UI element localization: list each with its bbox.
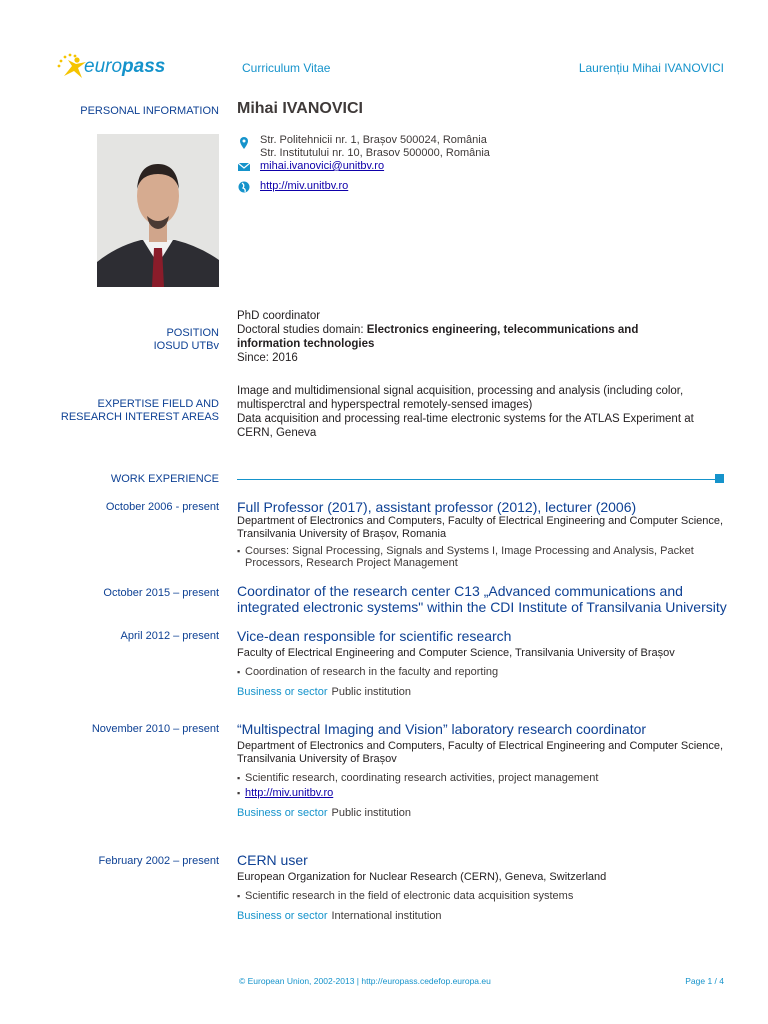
footer-copyright: © European Union, 2002-2013 | http://europass.cedefop.europa.eu [239,976,491,986]
business-sector-key: Business or sector [237,807,328,819]
work-date: October 2015 – present [103,587,219,599]
work-title: “Multispectral Imaging and Vision” laboratory research coordinator [237,721,647,737]
work-title-line: Coordinator of the research center C13 „Advanced communications and [237,583,683,599]
expertise-label-line-1: EXPERTISE FIELD AND [97,398,219,410]
work-title: CERN user [237,852,308,868]
section-divider-square [715,474,724,483]
personal-info-label: PERSONAL INFORMATION [80,105,219,117]
business-sector-value: International institution [331,910,442,922]
position-label [154,327,219,353]
doctoral-domain-value-2: information technologies [237,338,375,350]
expertise-label-line-2: RESEARCH INTEREST AREAS [60,411,219,423]
work-org: Department of Electronics and Computers, Faculty of Electrical Engineering and Computer Science, [237,740,724,752]
work-entry-5 [237,852,727,923]
business-sector [237,910,727,923]
email-envelope-icon [237,161,251,173]
section-divider-line [237,479,715,480]
business-sector-value: Public institution [331,686,411,698]
address-line-2: Str. Institutului nr. 10, Brasov 500000, România [260,147,490,159]
work-bullet [237,545,727,569]
work-org: Transilvania University of Brașov, Romania [237,528,447,540]
header-person-name: Laurențiu Mihai IVANOVICI [578,61,724,75]
work-date: February 2002 – present [98,855,219,867]
expertise-line: multisperctral and hyperspectral remotely-sensed images) [237,399,533,411]
work-entry-4 [237,721,727,820]
position-label-line-2: IOSUD UTBv [153,340,219,352]
work-entry-2 [237,583,727,615]
expertise-line: CERN, Geneva [237,427,317,439]
profile-photo [97,134,219,287]
website-globe-icon [237,180,251,194]
position-block [237,309,727,365]
position-since: Since: 2016 [237,352,298,364]
lab-website-link[interactable]: http://miv.unitbv.ro [245,787,334,799]
doctoral-domain-prefix: Doctoral studies domain: [237,324,367,336]
business-sector-key: Business or sector [237,910,328,922]
expertise-line: Data acquisition and processing real-time electronic systems for the ATLAS Experiment at [237,413,694,425]
footer-page-number: Page 1 / 4 [685,976,724,986]
work-org: Department of Electronics and Computers, Faculty of Electrical Engineering and Computer Science, [237,515,724,527]
business-sector-value: Public institution [331,807,411,819]
email-link[interactable]: mihai.ivanovici@unitbv.ro [260,160,385,172]
work-date: April 2012 – present [120,630,219,642]
doctoral-domain [237,323,727,337]
work-bullet-line: Processors, Research Project Management [245,557,458,569]
expertise-block [237,384,727,440]
business-sector [237,686,727,699]
work-title: Vice-dean responsible for scientific research [237,628,512,644]
expertise-line: Image and multidimensional signal acquisition, processing and analysis (including color, [237,385,684,397]
work-org: Transilvania University of Brașov [237,753,397,765]
work-title-line: integrated electronic systems" within the CDI Institute of Transilvania University [237,599,727,615]
work-date: November 2010 – present [91,723,219,735]
work-date: October 2006 - present [105,501,219,513]
work-bullet: ▪ Scientific research in the field of electronic data acquisition systems [237,890,727,902]
work-bullet: ▪ Scientific research, coordinating research activities, project management [237,772,727,784]
work-entry-1 [237,499,727,569]
work-org: Faculty of Electrical Engineering and Computer Science, Transilvania University of Brașov [237,647,675,659]
logo-text-euro: euro [84,56,123,77]
work-bullet-line: ▪ Courses: Signal Processing, Signals and Systems I, Image Processing and Analysis, Packet [245,545,694,557]
europass-logo [56,52,166,82]
logo-text-pass: pass [122,56,166,77]
doc-title: Curriculum Vitae [242,61,331,75]
website-link[interactable]: http://miv.unitbv.ro [260,180,349,192]
business-sector [237,807,727,820]
work-entry-3 [237,628,727,699]
work-experience-label: WORK EXPERIENCE [110,473,219,485]
work-title: Full Professor (2017), assistant professor (2012), lecturer (2006) [237,499,637,515]
position-label-line-1: POSITION [166,327,219,339]
work-bullet-link [237,787,727,799]
business-sector-key: Business or sector [237,686,328,698]
work-org: European Organization for Nuclear Research (CERN), Geneva, Switzerland [237,871,607,883]
work-bullet: ▪ Coordination of research in the faculty and reporting [237,666,727,678]
expertise-label [61,398,219,424]
address-line-1: Str. Politehnicii nr. 1, Brașov 500024, România [260,134,487,146]
position-title: PhD coordinator [237,310,321,322]
person-name: Mihai IVANOVICI [237,100,363,117]
location-pin-icon [237,136,251,150]
doctoral-domain-value-1: Electronics engineering, telecommunications and [366,324,639,336]
